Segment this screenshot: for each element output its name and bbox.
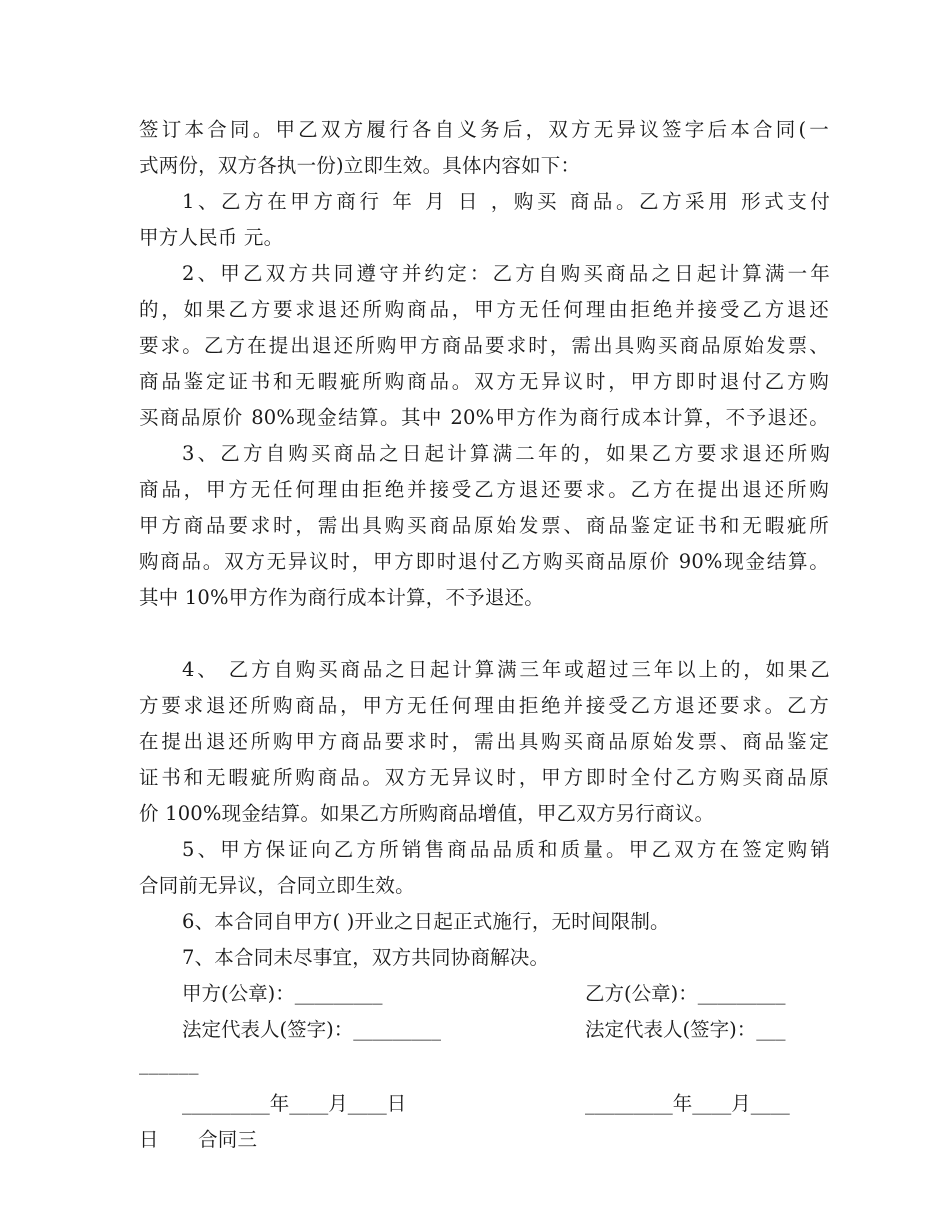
clause-4-line: 4、 乙方自购买商品之日起计算满三年或超过三年以上的，如果乙 (182, 658, 830, 681)
party-b-date: _________年____月____ (585, 1092, 790, 1115)
clause-3-line: 商品，甲方无任何理由拒绝并接受乙方退还要求。乙方在提出退还所购 (139, 478, 829, 501)
clause-3-line: 购商品。双方无异议时，甲方即时退付乙方购买商品原价 90%现金结算。 (139, 550, 829, 573)
clause-3-line: 甲方商品要求时，需出具购买商品原始发票、商品鉴定证书和无暇疵所 (139, 514, 829, 537)
clause-7-line: 7、本合同未尽事宜，双方共同协商解决。 (182, 946, 550, 969)
party-b-seal: 乙方(公章)：_________ (585, 982, 786, 1005)
party-a-date: _________年____月____日 (182, 1092, 407, 1115)
clause-2-line: 2、甲乙双方共同遵守并约定：乙方自购买商品之日起计算满一年 (182, 262, 830, 285)
clause-1-line: 1、乙方在甲方商行 年 月 日 ，购买 商品。乙方采用 形式支付 (182, 190, 830, 213)
body-line: 式两份，双方各执一份)立即生效。具体内容如下： (139, 154, 581, 177)
clause-4-line: 方要求退还所购商品，甲方无任何理由拒绝并接受乙方退还要求。乙方 (139, 694, 829, 717)
clause-5-line: 合同前无异议，合同立即生效。 (139, 874, 415, 897)
tail-line: 日 合同三 (139, 1128, 258, 1151)
clause-2-line: 商品鉴定证书和无暇疵所购商品。双方无异议时，甲方即时退付乙方购 (139, 370, 829, 393)
clause-2-line: 要求。乙方在提出退还所购甲方商品要求时，需出具购买商品原始发票、 (139, 334, 829, 357)
clause-2-line: 买商品原价 80%现金结算。其中 20%甲方作为商行成本计算，不予退还。 (139, 406, 829, 429)
clause-3-line: 其中 10%甲方作为商行成本计算，不予退还。 (139, 586, 544, 609)
clause-5-line: 5、甲方保证向乙方所销售商品品质和质量。甲乙双方在签定购销 (182, 838, 830, 861)
clause-2-line: 的，如果乙方要求退还所购商品，甲方无任何理由拒绝并接受乙方退还 (139, 298, 829, 321)
party-b-representative: 法定代表人(签字)：___ (585, 1018, 786, 1041)
clause-3-line: 3、乙方自购买商品之日起计算满二年的，如果乙方要求退还所购 (182, 442, 830, 465)
clause-4-line: 价 100%现金结算。如果乙方所购商品增值，甲乙双方另行商议。 (139, 802, 715, 825)
signature-underline-wrap: ______ (139, 1052, 199, 1075)
party-a-seal: 甲方(公章)：_________ (182, 982, 383, 1005)
clause-4-line: 在提出退还所购甲方商品要求时，需出具购买商品原始发票、商品鉴定 (139, 730, 829, 753)
clause-6-line: 6、本合同自甲方( )开业之日起正式施行，无时间限制。 (182, 910, 670, 933)
body-line: 签订本合同。甲乙双方履行各自义务后，双方无异议签字后本合同(一 (139, 118, 829, 141)
clause-1-line: 甲方人民币 元。 (139, 226, 284, 249)
clause-4-line: 证书和无暇疵所购商品。双方无异议时，甲方即时全付乙方购买商品原 (139, 766, 829, 789)
party-a-representative: 法定代表人(签字)：_________ (182, 1018, 441, 1041)
